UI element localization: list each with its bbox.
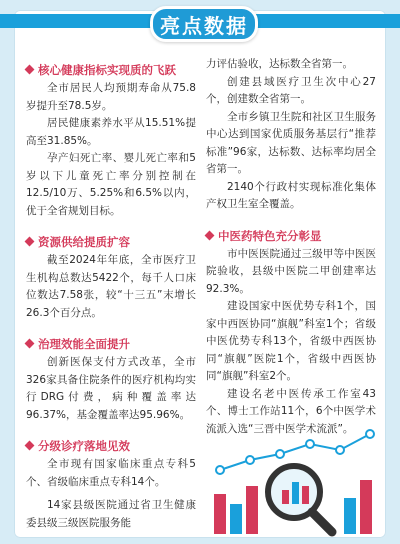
magnifier-handle xyxy=(312,512,332,532)
paragraph: 建设国家中医优势专科1个，国家中西医协同“旗舰”科室1个；省级中医优势专科13个，省级中西医协同“旗舰”医院1个，省级中西医协同“旗舰”科室2个。 xyxy=(206,300,376,382)
diamond-icon xyxy=(25,237,35,247)
paragraph: 创建县域医疗卫生次中心27个，创建数全省第一。 xyxy=(206,75,376,105)
diamond-icon xyxy=(205,230,215,240)
right-column xyxy=(206,56,376,438)
paragraph: 2140个行政村实现标准化集体产权卫生室全覆盖。 xyxy=(206,180,376,210)
paragraph: 居民健康素养水平从15.51%提高至31.85%。 xyxy=(26,117,196,147)
diamond-icon xyxy=(25,65,35,75)
paragraph: 全市乡镇卫生院和社区卫生服务中心达到国家优质服务基层行“推荐标准”96家，达标数、达标率均居全省第一。 xyxy=(206,110,376,175)
section-title: 治理效能全面提升 xyxy=(26,336,196,352)
section-title: 中医药特色充分彰显 xyxy=(206,228,376,244)
header-title-badge xyxy=(150,6,258,42)
illustration-bar xyxy=(344,498,356,534)
illustration-bar xyxy=(360,480,372,534)
left-column xyxy=(26,56,196,532)
diamond-icon xyxy=(25,339,35,349)
paragraph: 建设名老中医传承工作室43个、博士工作站11个，6个中医学术流派入选“三晋中医学术流派”。 xyxy=(206,387,376,435)
section-title: 资源供给提质扩容 xyxy=(26,234,196,250)
paragraph: 力评估验收，达标数全省第一。 xyxy=(206,58,353,70)
diamond-icon xyxy=(25,441,35,451)
paragraph: 孕产妇死亡率、婴儿死亡率和5岁以下儿童死亡率分别控制在12.5/10万、5.25%和6.5%以内，优于全省规划目标。 xyxy=(26,152,196,217)
paragraph: 截至2024年年底，全市医疗卫生机构总数达5422个，每千人口床位数达7.58张，较“十三五”末增长26.3个百分点。 xyxy=(26,254,196,319)
section-title: 核心健康指标实现质的飞跃 xyxy=(26,62,196,78)
magnifier-bar-chart-icon xyxy=(210,420,380,538)
section-title: 分级诊疗落地见效 xyxy=(26,438,196,454)
illustration-bar xyxy=(214,494,226,534)
page-title: 亮点数据 xyxy=(160,13,248,38)
paragraph: 全市居民人均预期寿命从75.8岁提升至78.5岁。 xyxy=(26,82,196,112)
paragraph: 14家县级医院通过省卫生健康委县级三级医院服务能 xyxy=(26,499,196,529)
header-banner xyxy=(0,0,400,46)
paragraph: 全市现有国家临床重点专科5个、省级临床重点专科14个。 xyxy=(26,458,196,488)
illustration-bar xyxy=(230,504,242,534)
illustration-bar xyxy=(246,486,258,534)
paragraph: 市中医医院通过三级甲等中医医院验收，县级中医院二甲创建率达92.3%。 xyxy=(206,247,376,295)
paragraph: 创新医保支付方式改革，全市326家具备住院条件的医疗机构均实行DRG付费，病种覆盖率达96.37%，基金覆盖率达95.96%。 xyxy=(26,356,196,421)
